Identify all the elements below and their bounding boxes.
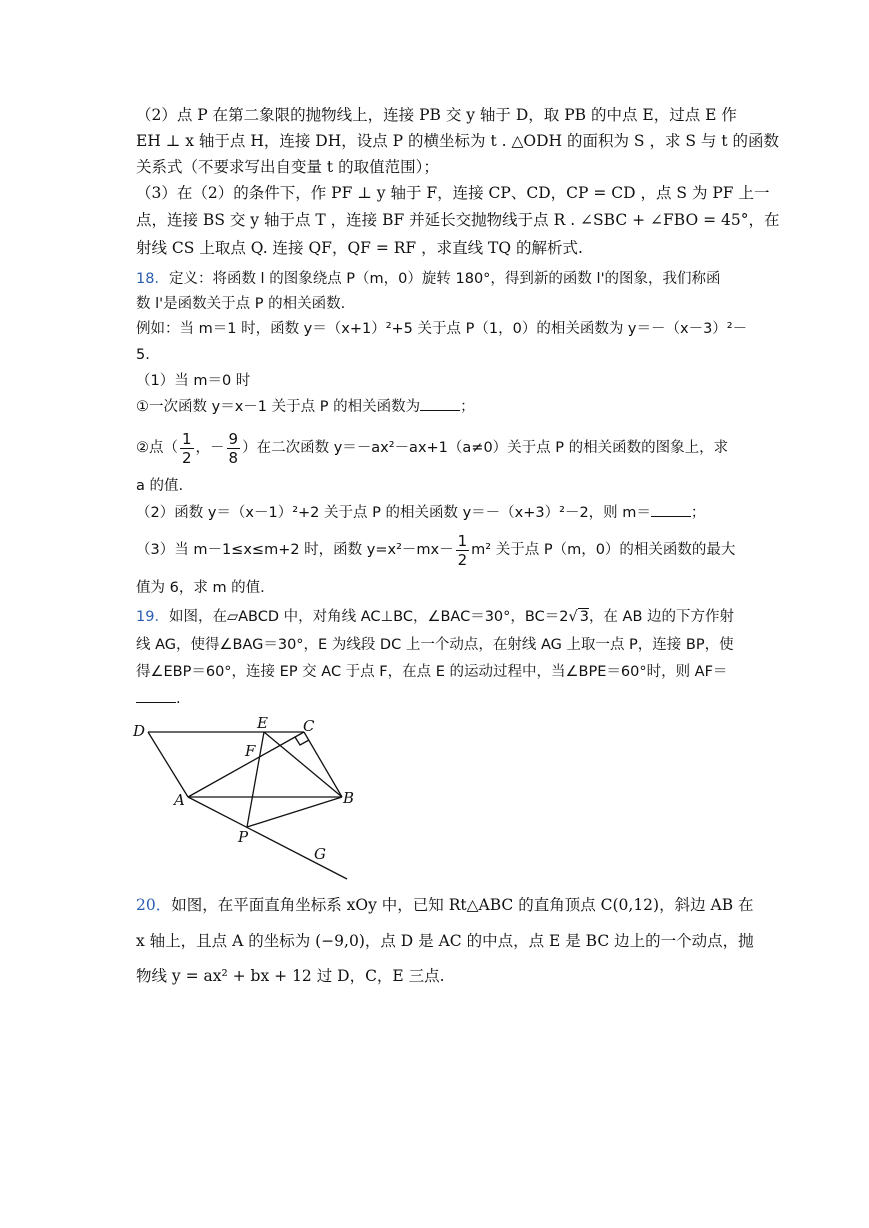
label-F: F <box>245 742 256 760</box>
label-G: G <box>314 845 326 863</box>
q19-line-2: 线 AG，使得∠BAG＝30°，E 为线段 DC 上一个动点，在射线 AG 上取一点 P，连接 BP，使 <box>136 637 734 653</box>
q18-line-9: （2）函数 y＝（x－1）²+2 关于点 P 的相关函数 y＝－（x+3）²－2，则 m＝ ； <box>136 502 705 524</box>
q18-line-1: 18．定义：将函数 l 的图象绕点 P（m，0）旋转 180°，得到新的函数 l'的图象，我们称函 <box>136 271 721 287</box>
q17-line-1: （2）点 P 在第二象限的抛物线上，连接 PB 交 y 轴于 D，取 PB 的中点 E，过点 E 作 <box>136 106 737 124</box>
fraction-nine-eighths: $\frac{9}{8}$ <box>228 429 239 467</box>
q19-number: 19． <box>136 609 169 625</box>
segment-CB <box>304 732 342 797</box>
segment-DA <box>148 732 188 797</box>
q20-number: 20． <box>136 896 172 914</box>
label-E: E <box>257 714 268 732</box>
segment-PB <box>247 797 342 827</box>
label-P: P <box>238 828 249 846</box>
q17-line-3: 关系式（不要求写出自变量 t 的取值范围）； <box>136 158 439 176</box>
q18-line-5: （1）当 m＝0 时 <box>136 373 251 389</box>
label-D: D <box>133 722 146 740</box>
q19-line-1: 19．如图，在▱ABCD 中，对角线 AC⊥BC，∠BAC＝30°，BC＝2√ 3，在 AB 边的下方作射 <box>136 609 735 625</box>
fraction-one-half: $\frac{1}{2}$ <box>457 531 468 569</box>
q19-line-3: 得∠EBP＝60°，连接 EP 交 AC 于点 F，在点 E 的运动过程中，当∠BPE＝60°时，则 AF＝ <box>136 664 728 680</box>
label-B: B <box>343 789 355 807</box>
fraction-one-half: $\frac{1}{2}$ <box>182 429 192 467</box>
q18-line-7: ②点（ $\frac{1}{2}$ ，－ $\frac{9}{8}$ ）在二次函数 y＝－ax²－ax+1（a≠0）关于点 P 的相关函数的图象上，求 <box>136 429 729 467</box>
label-A: A <box>174 791 185 809</box>
q18-line-11: 值为 6，求 m 的值. <box>136 580 265 596</box>
segment-EB <box>264 732 342 797</box>
q20-line-2: x 轴上，且点 A 的坐标为 (−9,0)，点 D 是 AC 的中点，点 E 是 BC 边上的一个动点，抛 <box>136 932 754 950</box>
q17-line-2: EH ⊥ x 轴于点 H，连接 DH，设点 P 的横坐标为 t . △ODH 的面积为 S ，求 S 与 t 的函数 <box>136 132 779 150</box>
q20-line-3: 物线 y = ax² + bx + 12 过 D，C，E 三点. <box>136 967 445 985</box>
q17-line-5: 点，连接 BS 交 y 轴于点 T ，连接 BF 并延长交抛物线于点 R . ∠SBC + ∠FBO = 45°，在 <box>136 211 780 229</box>
q18-line-4: 5. <box>136 347 150 363</box>
q18-line-8: a 的值. <box>136 478 184 494</box>
q18-line-3: 例如：当 m＝1 时，函数 y＝（x+1）²+5 关于点 P（1，0）的相关函数为 y＝－（x－3）²－ <box>136 321 748 337</box>
q18-line-10: （3）当 m－1≤x≤m+2 时，函数 y=x²－mx－ $\frac{1}{2}$ m² 关于点 P（m，0）的相关函数的最大 <box>136 531 736 569</box>
q18-line-2: 数 l'是函数关于点 P 的相关函数. <box>136 296 346 312</box>
q18-number: 18． <box>136 271 169 287</box>
q17-line-4: （3）在（2）的条件下，作 PF ⊥ y 轴于 F，连接 CP、CD，CP = CD ，点 S 为 PF 上一 <box>136 184 770 202</box>
label-C: C <box>303 717 315 735</box>
ray-AG <box>188 797 347 879</box>
q20-line-1: 20．如图，在平面直角坐标系 xOy 中，已知 Rt△ABC 的直角顶点 C(0,12)，斜边 AB 在 <box>136 896 754 914</box>
q19-line-4: . <box>136 688 181 710</box>
q18-line-6: ①一次函数 y＝x－1 关于点 P 的相关函数为 ； <box>136 396 475 418</box>
sqrt-sign: √ <box>568 609 578 625</box>
q17-line-6: 射线 CS 上取点 Q. 连接 QF，QF = RF ，求直线 TQ 的解析式. <box>136 239 583 257</box>
